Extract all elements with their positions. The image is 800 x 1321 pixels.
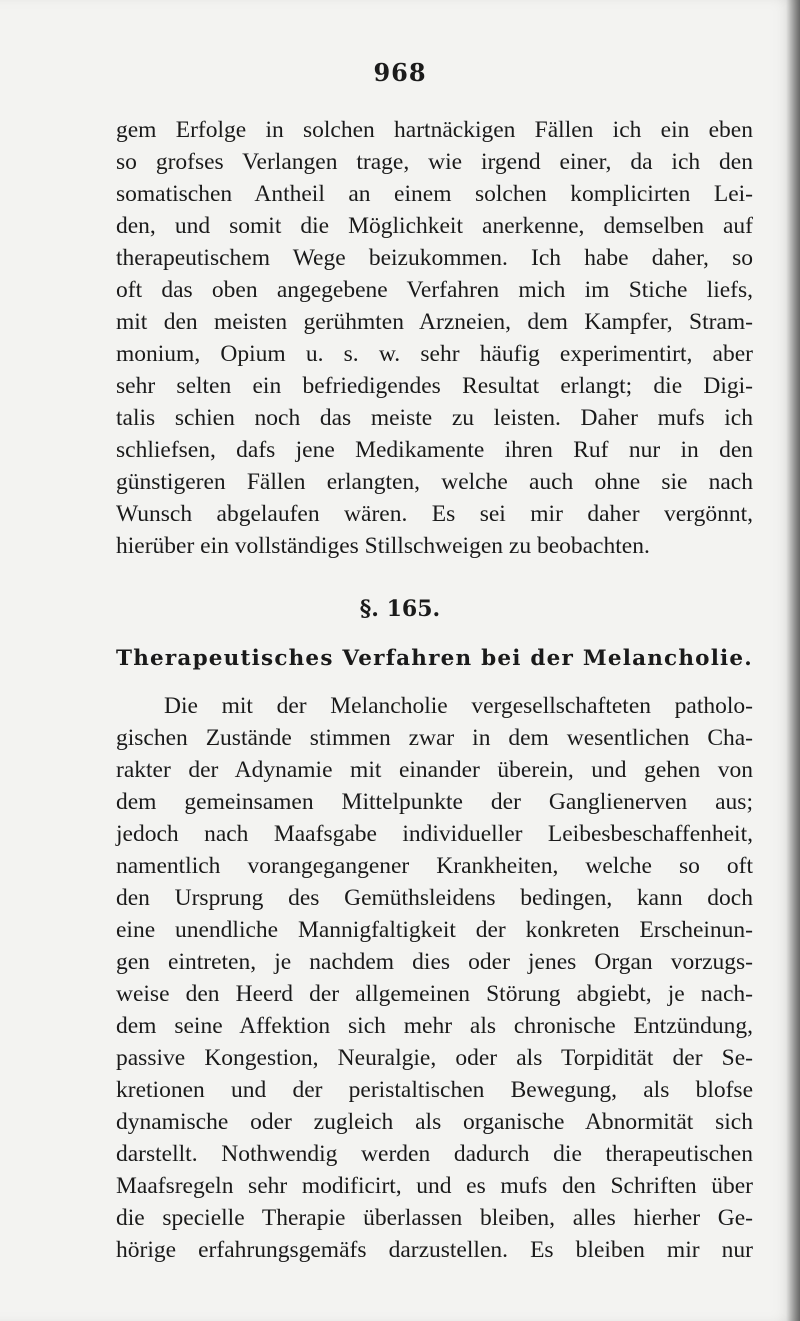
page-number: 968: [373, 58, 427, 87]
text-line: talis schien noch das meiste zu leisten. Daher mufs ich: [116, 405, 753, 431]
text-line: jedoch nach Maafsgabe individueller Leibesbeschaffenheit,: [116, 821, 753, 847]
text-line: Maafsregeln sehr modificirt, und es mufs den Schriften über: [116, 1173, 753, 1199]
text-line: monium, Opium u. s. w. sehr häufig experimentirt, aber: [116, 341, 753, 367]
paragraph-2: [116, 690, 753, 1266]
text-line: eine unendliche Mannigfaltigkeit der konkreten Erscheinun-: [116, 917, 753, 943]
text-line: weise den Heerd der allgemeinen Störung abgiebt, je nach-: [116, 981, 753, 1007]
text-line: die specielle Therapie überlassen bleiben, alles hierher Ge-: [116, 1205, 753, 1231]
paragraph-1: [116, 114, 753, 562]
text-line: den Ursprung des Gemüthsleidens bedingen, kann doch: [116, 885, 753, 911]
text-line: kretionen und der peristaltischen Bewegung, als blofse: [116, 1077, 753, 1103]
text-line: namentlich vorangegangener Krankheiten, welche so oft: [116, 853, 753, 879]
text-line: Die mit der Melancholie vergesellschafteten patholo-: [164, 693, 753, 719]
text-line: somatischen Antheil an einem solchen komplicirten Lei-: [116, 181, 753, 207]
text-line: günstigeren Fällen erlangten, welche auch ohne sie nach: [116, 469, 753, 495]
text-line: hierüber ein vollständiges Stillschweigen zu beobachten.: [116, 533, 650, 559]
section-number: §. 165.: [359, 596, 441, 622]
text-line: mit den meisten gerühmten Arzneien, dem Kampfer, Stram-: [116, 309, 753, 335]
text-line: schliefsen, dafs jene Medikamente ihren Ruf nur in den: [116, 437, 753, 463]
text-line: oft das oben angegebene Verfahren mich im Stiche liefs,: [116, 277, 753, 303]
text-line: gem Erfolge in solchen hartnäckigen Fällen ich ein eben: [116, 117, 753, 143]
text-line: therapeutischem Wege beizukommen. Ich habe daher, so: [116, 245, 753, 271]
text-line: gen eintreten, je nachdem dies oder jenes Organ vorzugs-: [116, 949, 753, 975]
text-line: den, und somit die Möglichkeit anerkenne, demselben auf: [116, 213, 753, 239]
text-line: dynamische oder zugleich als organische Abnormität sich: [116, 1109, 753, 1135]
text-line: so grofses Verlangen trage, wie irgend einer, da ich den: [116, 149, 753, 175]
text-line: gischen Zustände stimmen zwar in dem wesentlichen Cha-: [116, 725, 753, 751]
text-line: darstellt. Nothwendig werden dadurch die therapeutischen: [116, 1141, 753, 1167]
page-edge-shadow: [786, 0, 800, 1321]
section-heading: Therapeutisches Verfahren bei der Melancholie.: [116, 646, 753, 671]
text-line: Wunsch abgelaufen wären. Es sei mir daher vergönnt,: [116, 501, 753, 527]
text-line: dem gemeinsamen Mittelpunkte der Ganglienerven aus;: [116, 789, 753, 815]
text-line: dem seine Affektion sich mehr als chronische Entzündung,: [116, 1013, 753, 1039]
text-line: rakter der Adynamie mit einander überein, und gehen von: [116, 757, 753, 783]
text-line: hörige erfahrungsgemäfs darzustellen. Es bleiben mir nur: [116, 1237, 753, 1263]
text-line: sehr selten ein befriedigendes Resultat erlangt; die Digi-: [116, 373, 753, 399]
text-line: passive Kongestion, Neuralgie, oder als Torpidität der Se-: [116, 1045, 753, 1071]
